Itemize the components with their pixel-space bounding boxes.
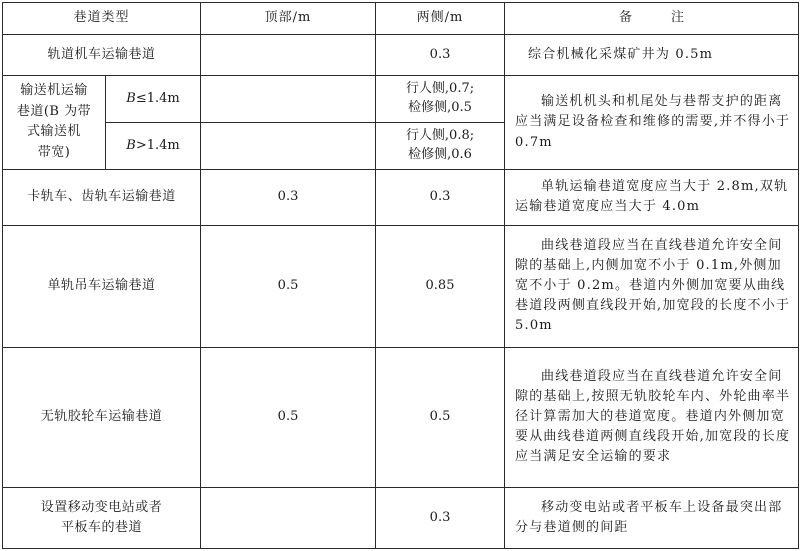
row-sides (376, 76, 505, 123)
row-sides-line: 行人侧,0.8; (405, 127, 475, 143)
table-row (3, 76, 799, 123)
condition-value: ≤1.4m (135, 91, 180, 106)
header-sides: 两侧/m (376, 3, 505, 35)
row-sides: 0.3 (376, 169, 505, 225)
row-type: 卡轨车、齿轨车运输巷道 (3, 169, 201, 225)
header-note (505, 3, 799, 35)
row-type-line: 式输送机 (26, 124, 81, 140)
row-condition (106, 122, 201, 169)
row-note: 输送机机头和机尾处与巷帮支护的距离应当满足设备检查和维修的需要,并不得小于 0.7m (505, 76, 799, 170)
header-note-second: 注 (671, 10, 685, 26)
roadway-clearance-table (2, 2, 799, 549)
header-top: 顶部/m (201, 3, 376, 35)
row-type-line: 输送机运输 (20, 82, 88, 98)
row-sides: 0.3 (376, 487, 505, 548)
row-note: 曲线巷道段应当在直线巷道允许安全间隙的基础上,按照无轨胶轮车内、外轮曲率半径计算需加大的巷道宽度。巷道内外侧加宽要从曲线巷道两侧直线段开始,加宽段的长度应当满足安全运输的要求 (505, 347, 799, 487)
header-note-first: 备 (619, 10, 633, 26)
row-sides-line: 检修侧,0.5 (408, 100, 472, 116)
row-top (201, 76, 376, 123)
table-row (3, 34, 799, 76)
condition-value: >1.4m (135, 137, 180, 153)
row-type (3, 487, 201, 548)
row-sides (376, 122, 505, 169)
condition-variable: B (126, 91, 136, 106)
row-note: 移动变电站或者平板车上设备最突出部分与巷道侧的间距 (505, 487, 799, 548)
row-type: 单轨吊车运输巷道 (3, 225, 201, 347)
row-type-line: 平板车的巷道 (61, 519, 143, 535)
row-top (201, 122, 376, 169)
row-top: 0.5 (201, 347, 376, 487)
row-note: 综合机械化采煤矿井为 0.5m (505, 34, 799, 76)
row-sides: 0.3 (376, 34, 505, 76)
row-top (201, 34, 376, 76)
row-type-line: 设置移动变电站或者 (40, 499, 163, 515)
header-type: 巷道类型 (3, 3, 201, 35)
condition-variable: B (126, 137, 136, 153)
row-type-line: 巷道(B 为带 (16, 103, 92, 119)
row-top: 0.3 (201, 169, 376, 225)
table-row (3, 169, 799, 225)
header-row (3, 3, 799, 35)
table-row (3, 347, 799, 487)
row-sides: 0.5 (376, 347, 505, 487)
table-row (3, 487, 799, 548)
row-note: 曲线巷道段应当在直线巷道允许安全间隙的基础上,内侧加宽不小于 0.1m,外侧加宽不小于 0.2m。巷道内外侧加宽要从曲线巷道段两侧直线段开始,加宽段的长度不小于 5.0m (505, 225, 799, 347)
table-row (3, 225, 799, 347)
row-note: 单轨运输巷道宽度应当大于 2.8m,双轨运输巷道宽度应当大于 4.0m (505, 169, 799, 225)
row-type: 轨道机车运输巷道 (3, 34, 201, 76)
row-type: 无轨胶轮车运输巷道 (3, 347, 201, 487)
row-sides-line: 行人侧,0.7; (405, 81, 475, 97)
row-type-line: 带宽) (37, 145, 71, 161)
row-top (201, 487, 376, 548)
row-sides-line: 检修侧,0.6 (408, 146, 472, 162)
row-condition (106, 76, 201, 123)
row-sides: 0.85 (376, 225, 505, 347)
row-top: 0.5 (201, 225, 376, 347)
row-type-conveyor (3, 76, 106, 170)
